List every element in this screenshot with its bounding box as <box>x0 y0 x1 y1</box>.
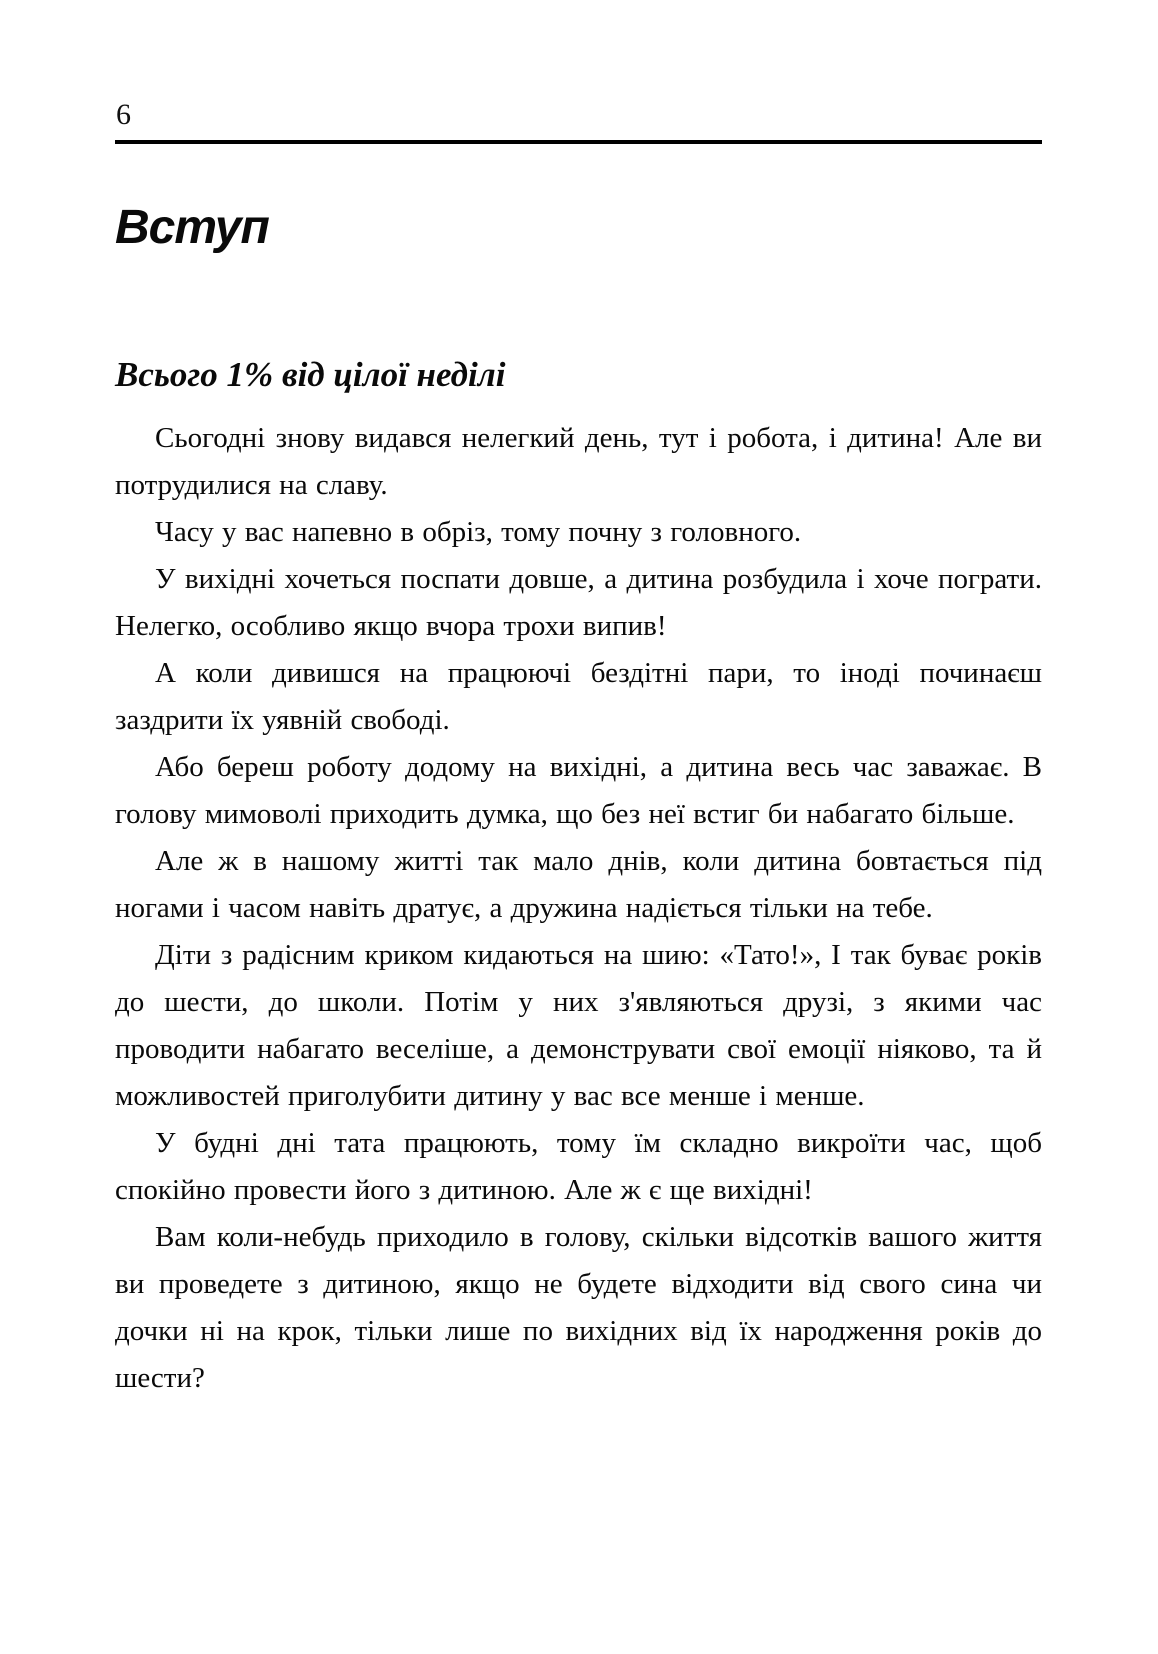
paragraph: Сьогодні знову видався нелегкий день, тут і робота, і дитина! Але ви потрудилися на славу. <box>115 422 1042 502</box>
page-number: 6 <box>116 98 131 131</box>
header-rule <box>115 140 1042 144</box>
paragraph: У вихідні хочеться поспати довше, а дитина розбудила і хоче пограти. Нелегко, особливо якщо вчора трохи випив! <box>115 563 1042 643</box>
section-title: Всього 1% від цілої неділі <box>115 355 506 395</box>
paragraph: У будні дні тата працюють, тому їм складно викроїти час, щоб спокійно провести його з дитиною. Але ж є ще вихідні! <box>115 1127 1042 1207</box>
paragraph: Діти з радісним криком кидаються на шию: «Тато!», І так буває років до шести, до школи. Потім у них з'являються друзі, з якими час проводити набагато веселіше, а демонструвати свої емоції ніяково, та й можливостей приголубити дитину у вас все менше і менше. <box>115 939 1042 1113</box>
page-header <box>115 100 1042 144</box>
paragraph: Вам коли-небудь приходило в голову, скільки відсотків вашого життя ви проведете з дитиною, якщо не будете відходити від свого сина чи дочки ні на крок, тільки лише по вихідних від їх народження років до шести? <box>115 1221 1042 1395</box>
paragraph: Або береш роботу додому на вихідні, а дитина весь час заважає. В голову мимоволі приходить думка, що без неї встиг би набагато більше. <box>115 751 1042 831</box>
chapter-title: Вступ <box>115 201 269 254</box>
paragraph: Але ж в нашому житті так мало днів, коли дитина бовтається під ногами і часом навіть дратує, а дружина надіється тільки на тебе. <box>115 845 1042 925</box>
body-text <box>115 415 1042 1402</box>
paragraph: Часу у вас напевно в обріз, тому почну з головного. <box>155 516 802 549</box>
paragraph: А коли дивишся на працюючі бездітні пари, то іноді починаєш заздрити їх уявній свободі. <box>115 657 1042 737</box>
